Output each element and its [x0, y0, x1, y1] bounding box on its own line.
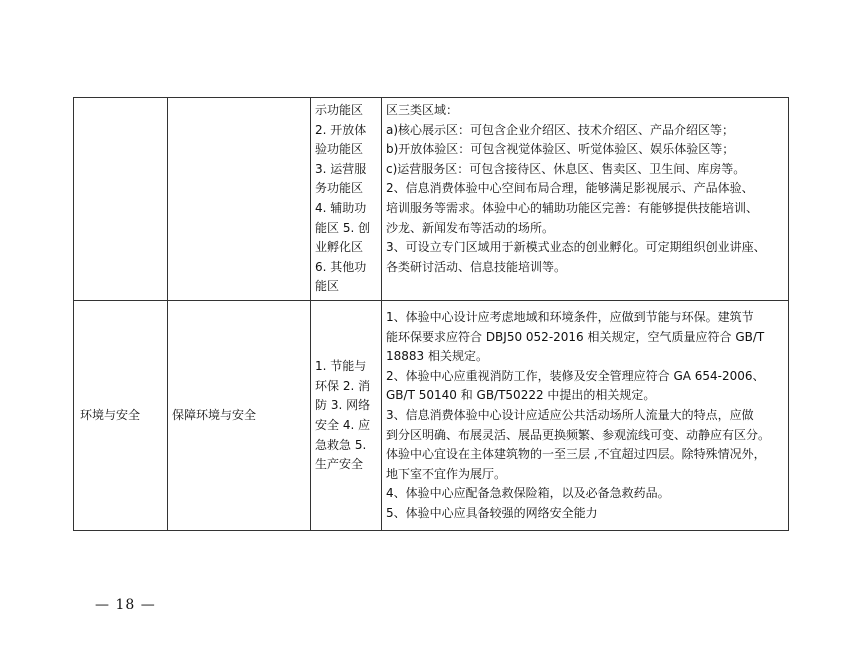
- requirement-line: 体验中心宜设在主体建筑物的一至三层 ,不宜超过四层。除特殊情况外，: [386, 447, 766, 462]
- standards-table: [73, 97, 789, 531]
- content-line: 环保 2. 消: [315, 378, 371, 393]
- content-line: 生产安全: [315, 457, 364, 472]
- content-line: 务功能区: [315, 181, 364, 196]
- requirement-line: 4、体验中心应配备急救保险箱，以及必备急救药品。: [386, 486, 670, 501]
- row1-requirement-cell: [386, 101, 786, 277]
- requirement-line: 3、信息消费体验中心设计应适应公共活动场所人流量大的特点，应做: [386, 407, 754, 422]
- requirement-line: b)开放体验区：可包含视觉体验区、听觉体验区、娱乐体验区等；: [386, 142, 735, 157]
- content-line: 1. 节能与: [315, 359, 367, 374]
- requirement-line: c)运营服务区：可包含接待区、休息区、售卖区、卫生间、库房等。: [386, 161, 746, 176]
- row2-content-cell: [315, 301, 379, 531]
- content-line: 4. 辅助功: [315, 200, 367, 215]
- requirement-line: GB/T 50140 和 GB/T50222 中提出的相关规定。: [386, 388, 656, 403]
- row2-requirement-cell: [386, 308, 786, 524]
- requirement-line: a)核心展示区：可包含企业介绍区、技术介绍区、产品介绍区等；: [386, 122, 735, 137]
- content-line: 安全 4. 应: [315, 418, 371, 432]
- content-line: 业孵化区: [315, 240, 364, 255]
- content-line: 2. 开放体: [315, 122, 367, 137]
- requirement-line: 沙龙、新闻发布等活动的场所。: [386, 220, 555, 235]
- page-number: — 18 —: [95, 597, 156, 613]
- requirement-line: 培训服务等需求。体验中心的辅助功能区完善：有能够提供技能培训、: [386, 200, 759, 215]
- row2-item-cell: [172, 301, 308, 531]
- column-divider: [381, 98, 382, 530]
- requirement-line: 3、可设立专门区域用于新模式业态的创业孵化。可定期组织创业讲座、: [386, 240, 766, 255]
- content-line: 能区: [315, 279, 340, 294]
- content-line: 3. 运营服: [315, 161, 367, 176]
- requirement-line: 18883 相关规定。: [386, 349, 488, 364]
- requirement-line: 能环保要求应符合 DBJ50 052-2016 相关规定，空气质量应符合 GB/T: [386, 329, 765, 344]
- requirement-line: 2、体验中心应重视消防工作，装修及安全管理应符合 GA 654-2006、: [386, 368, 765, 383]
- row2-category: 环境与安全: [80, 408, 141, 423]
- content-line: 6. 其他功: [315, 259, 367, 274]
- requirement-line: 到分区明确、布展灵活、展品更换频繁、参观流线可变、动静应有区分。: [386, 427, 771, 442]
- content-line: 防 3. 网络: [315, 398, 371, 413]
- content-line: 急救急 5.: [315, 437, 367, 452]
- content-line: 验功能区: [315, 142, 364, 157]
- row2-category-cell: [80, 301, 166, 531]
- content-line: 能区 5. 创: [315, 220, 371, 235]
- row1-content-cell: [315, 101, 379, 297]
- row1-item-cell: [168, 98, 310, 300]
- column-divider: [310, 98, 311, 530]
- requirement-line: 各类研讨活动、信息技能培训等。: [386, 259, 567, 274]
- requirement-line: 地下室不宜作为展厅。: [386, 466, 507, 481]
- row2-item: 保障环境与安全: [172, 408, 257, 423]
- requirement-line: 1、体验中心设计应考虑地域和环境条件，应做到节能与环保。建筑节: [386, 310, 754, 324]
- requirement-line: 2、信息消费体验中心空间布局合理，能够满足影视展示、产品体验、: [386, 181, 754, 196]
- content-line: 示功能区: [315, 103, 364, 117]
- row1-category-cell: [74, 98, 167, 300]
- requirement-line: 5、体验中心应具备较强的网络安全能力: [386, 505, 598, 520]
- requirement-line: 区三类区域：: [386, 103, 459, 117]
